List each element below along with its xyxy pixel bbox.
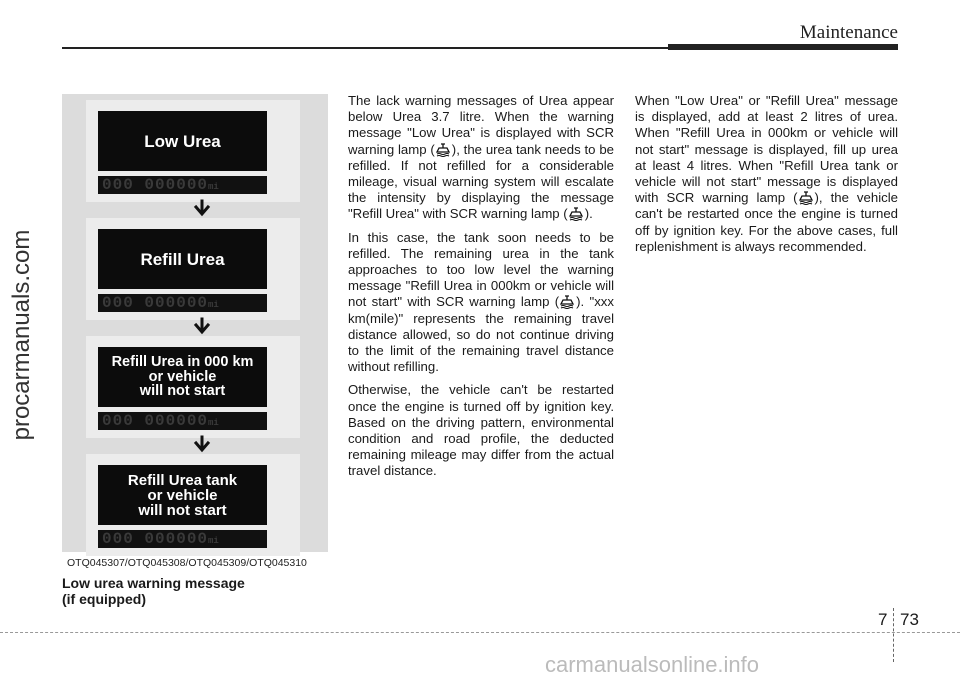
total-reading: 000000 (144, 294, 209, 312)
header-bar (668, 44, 898, 50)
total-reading: 000000 (144, 412, 209, 430)
odometer (98, 176, 267, 194)
running-header: Maintenance (799, 22, 898, 43)
lcd-line1: Refill Urea tank (127, 471, 238, 489)
paragraph (348, 93, 614, 223)
lcd-line2: or vehicle (148, 368, 217, 385)
odometer (98, 530, 267, 548)
odometer-unit: mi (208, 418, 219, 428)
odometer (98, 412, 267, 430)
page-number-divider (893, 608, 894, 662)
figure-title-line1: Low urea warning message (62, 575, 245, 591)
arrow-down-icon (192, 317, 212, 335)
lcd-display (98, 465, 267, 525)
lcd-line1: Refill Urea in 000 km (111, 354, 254, 371)
figure-caption: OTQ045307/OTQ045308/OTQ045309/OTQ045310 (67, 557, 307, 569)
trip-reading: 000 (102, 412, 134, 430)
text-run: ). (584, 206, 593, 222)
lcd-line2: or vehicle (147, 486, 218, 504)
scr-warning-lamp-icon (798, 191, 815, 205)
lcd-line3: will not start (138, 501, 227, 519)
odometer (98, 294, 267, 312)
text-run: ). "xxx km(mile)" represents the remaining travel distance allowed, so do not continue driving to the limit of the remaining travel distance without refilling. (348, 294, 614, 375)
total-reading: 000000 (144, 530, 209, 548)
scr-warning-lamp-icon (435, 143, 452, 157)
paragraph (635, 93, 898, 255)
chapter-number: 7 (878, 610, 888, 629)
figure-title-line2: (if equipped) (62, 591, 146, 607)
bottom-watermark: carmanualsonline.info (545, 652, 760, 677)
odometer-unit: mi (208, 536, 219, 546)
side-watermark-text: procarmanuals.com (8, 229, 35, 441)
cluster-card-refill-urea-tank (86, 454, 300, 556)
cluster-card-refill-urea (86, 218, 300, 320)
trip-reading: 000 (102, 294, 134, 312)
text-run: The lack warning messages of Urea appear below Urea 3.7 litre. When the warning message "Low Urea" is displayed with SCR warning lamp ( (348, 93, 614, 157)
cluster-card-refill-urea-km (86, 336, 300, 438)
paragraph (348, 230, 614, 376)
arrow-down-icon (192, 199, 212, 217)
text-run: When "Low Urea" or "Refill Urea" message is displayed, add at least 2 litres of urea. When "Refill Urea in 000km or vehicle will not start" message is displayed, fill up urea at least 4 litres. When "Refill Urea tank or vehicle will not start" message is displayed with SCR warning lamp ( (635, 93, 898, 206)
paragraph: Otherwise, the vehicle can't be restarted once the engine is turned off by ignition key. Based on the driving pattern, environmental condition and road profile, the deducted remaining mileage may differ from the actual travel distance. (348, 382, 614, 479)
text-run: In this case, the tank soon needs to be refilled. The remaining urea in the tank approaches to too low level the warning message "Refill Urea in 000km or vehicle will not start" with SCR warning lamp ( (348, 229, 614, 310)
arrow-down-icon (192, 435, 212, 453)
lcd-line1: Low Urea (144, 131, 221, 151)
cluster-card-low-urea (86, 100, 300, 202)
lcd-display (98, 229, 267, 289)
odometer-unit: mi (208, 182, 219, 192)
side-watermark (2, 120, 42, 550)
header-rule (62, 47, 670, 49)
trip-reading: 000 (102, 176, 134, 194)
text-run: ), the vehicle can't be restarted once the engine is turned off by ignition key. For the above cases, full replenishment is always recommended. (635, 190, 898, 254)
total-reading: 000000 (144, 176, 209, 194)
trip-reading: 000 (102, 530, 134, 548)
body-column-1 (348, 93, 614, 487)
page-number: 73 (900, 610, 919, 629)
lcd-display (98, 111, 267, 171)
figure-title (62, 575, 322, 607)
text-run: ), the urea tank needs to be refilled. If not refilled for a considerable mileage, visual warning system will escalate the intensity by displaying the message "Refill Urea" with SCR warning lamp ( (348, 141, 614, 222)
scr-warning-lamp-icon (568, 207, 585, 221)
lcd-line1: Refill Urea (140, 249, 225, 269)
body-column-2 (635, 93, 898, 262)
figure-panel (62, 94, 328, 552)
odometer-unit: mi (208, 300, 219, 310)
lcd-line3: will not start (139, 383, 226, 400)
scr-warning-lamp-icon (559, 295, 576, 309)
lcd-display (98, 347, 267, 407)
footer-rule (0, 632, 960, 633)
